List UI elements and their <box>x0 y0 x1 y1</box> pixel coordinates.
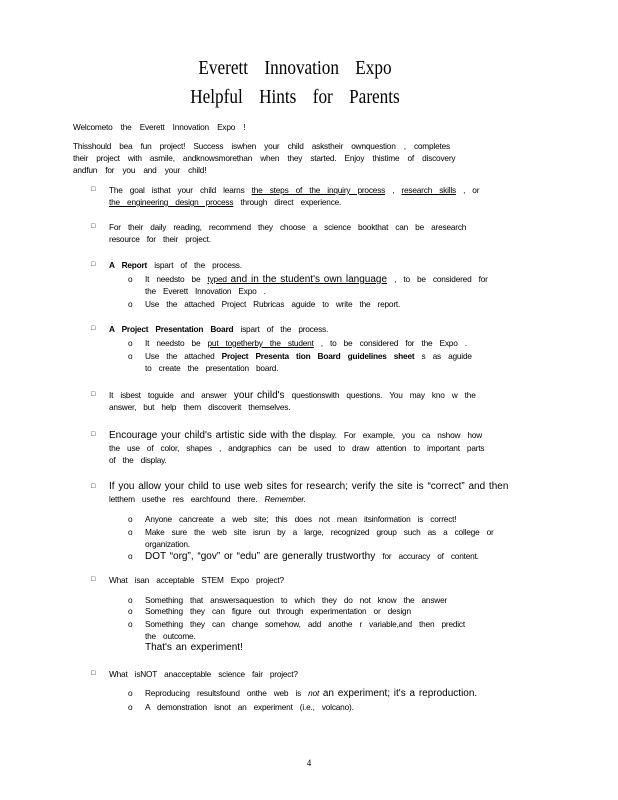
bullet-marker: □ <box>91 325 96 332</box>
sub-bullet-marker: o <box>128 338 133 348</box>
goal-tail: through direct experience. <box>233 197 342 207</box>
bullet-marker: □ <box>91 483 96 490</box>
artistic-tail: isplay. For example, you ca nshow how <box>315 430 483 440</box>
bullet-marker: □ <box>91 670 96 677</box>
typed-text: typed <box>207 274 227 284</box>
reading-line-1: For their daily reading, recommend they choose a science bookthat can be aresearch <box>109 222 467 232</box>
bullet-marker: □ <box>91 261 96 268</box>
websites-text: letthem usethe res earchfound there. <box>109 494 265 504</box>
goal-line-2 <box>109 196 531 208</box>
sub-bullet-marker: o <box>128 688 133 698</box>
intro-paragraph-line-3: andfun for you and your child! <box>73 165 207 175</box>
reproducing-text: Reproducing resultsfound onthe web is <box>145 688 309 698</box>
inquiry-process-text: the steps of the inquiry process <box>251 185 386 195</box>
not-text: not <box>308 688 320 698</box>
board-line <box>109 323 531 335</box>
board-heading: A Project Presentation Board <box>109 324 234 334</box>
not-acceptable-question: What isNOT anacceptable science fair project? <box>109 669 298 679</box>
artistic-line-2: the use of color, shapes , andgraphics can be used to draw attention to important parts <box>109 443 485 453</box>
artistic-line-3: of the display. <box>109 455 167 465</box>
goal-line-1 <box>109 184 531 196</box>
dot-org-text: DOT “org”, “gov” or “edu” are generally trustworthy <box>145 551 376 562</box>
goal-text: The goal isthat your child learns <box>109 185 252 195</box>
sub-bullet-marker: o <box>128 595 133 605</box>
page-number: 4 <box>306 758 312 768</box>
websites-sub3-tail: for accuracy of content. <box>375 551 479 561</box>
sub-bullet-marker: o <box>128 551 133 561</box>
bullet-marker: □ <box>91 391 96 398</box>
goal-or: , or <box>455 185 480 195</box>
artistic-text: Encourage your child's artistic side with the d <box>109 430 316 441</box>
sub-bullet-marker: o <box>128 527 133 537</box>
reading-line-2: resource for their project. <box>109 234 211 244</box>
sub-bullet-marker: o <box>128 514 133 524</box>
report-sub-tail: , to be considered for <box>387 274 488 284</box>
websites-sub-3 <box>145 550 531 563</box>
board-sub-text: It needsto be <box>145 338 208 348</box>
acceptable-sub-2: Something they can figure out through experimentation or design <box>145 606 411 616</box>
sub-bullet-marker: o <box>128 619 133 629</box>
title-line-1: Everett Innovation Expo <box>198 57 392 79</box>
guide-text: It isbest toguide and answer <box>109 390 234 400</box>
websites-sub-2-line-2: organization. <box>145 539 190 549</box>
remember-text: Remember. <box>264 494 306 504</box>
welcome-line: Welcometo the Everett Innovation Expo ! <box>73 122 246 132</box>
sub-bullet-marker: o <box>128 299 133 309</box>
acceptable-sub-3-line-1: Something they can change somehow, add anothe r variable,and then predict <box>145 619 465 629</box>
board-sub-1 <box>145 337 531 349</box>
websites-sub-2-line-1: Make sure the web site isrun by a large, recognized group such as a college or <box>145 527 494 537</box>
board-guidelines-text: Project Presenta tion Board guidelines sheet <box>221 351 415 361</box>
not-acceptable-sub-1 <box>145 687 531 700</box>
guide-line-2: answer, but help them discoverit themselves. <box>109 402 291 412</box>
reproduction-text: an experiment; it's a reproduction. <box>319 688 478 699</box>
own-language-text: and in the student's own language <box>226 274 388 285</box>
board-sub-2-line-1 <box>145 350 531 362</box>
report-line <box>109 259 531 271</box>
guide-tail: questionswith questions. You may kno w the <box>284 390 476 400</box>
intro-paragraph-line-2: their project with asmile, andknowsmorethan when they started. Enjoy thistime of discovery <box>73 153 456 163</box>
report-sub-2: Use the attached Project Rubricas aguide to write the report. <box>145 299 401 309</box>
acceptable-sub-3-line-2: the outcome. <box>145 631 196 641</box>
sub-bullet-marker: o <box>128 606 133 616</box>
board-sub2-text: Use the attached <box>145 351 222 361</box>
board-sub-tail: , to be considered for the Expo . <box>313 338 467 348</box>
bullet-marker: □ <box>91 186 96 193</box>
sub-bullet-marker: o <box>128 702 133 712</box>
report-sub-1-line-2: the Everett Innovation Expo . <box>145 286 266 296</box>
acceptable-sub-1: Something that answersaquestion to which they do not know the answer <box>145 595 448 605</box>
bullet-marker: □ <box>91 223 96 230</box>
bullet-marker: □ <box>91 576 96 583</box>
sub-bullet-marker: o <box>128 274 133 284</box>
report-sub-text: It needsto be <box>145 274 208 284</box>
goal-separator: , <box>385 185 402 195</box>
websites-line-1: If you allow your child to use web sites for research; verify the site is “correct” and then <box>109 481 509 492</box>
intro-paragraph-line-1: Thisshould bea fun project! Success iswhen your child askstheir ownquestion , completes <box>73 141 450 151</box>
board-text: ispart of the process. <box>233 324 329 334</box>
not-acceptable-sub-2: A demonstration isnot an experiment (i.e., volcano). <box>145 702 354 712</box>
websites-sub-1: Anyone cancreate a web site; this does not mean itsinformation is correct! <box>145 514 457 524</box>
your-childs-text: your child's <box>233 390 285 401</box>
put-together-text: put togetherby the student <box>207 338 314 348</box>
research-skills-text: research skills <box>401 185 456 195</box>
engineering-design-process-text: the engineering design process <box>109 197 234 207</box>
artistic-line-1 <box>109 429 531 442</box>
board-sub-2-line-2: to create the presentation board. <box>145 363 279 373</box>
bullet-marker: □ <box>91 431 96 438</box>
websites-line-2 <box>109 493 531 505</box>
acceptable-question: What isan acceptable STEM Expo project? <box>109 575 284 585</box>
report-text: ispart of the process. <box>147 260 242 270</box>
thats-an-experiment-text: That's an experiment! <box>145 642 243 653</box>
report-heading: A Report <box>109 260 148 270</box>
board-sub2-tail: s as aguide <box>414 351 472 361</box>
title-line-2: Helpful Hints for Parents <box>190 86 400 108</box>
sub-bullet-marker: o <box>128 351 133 361</box>
